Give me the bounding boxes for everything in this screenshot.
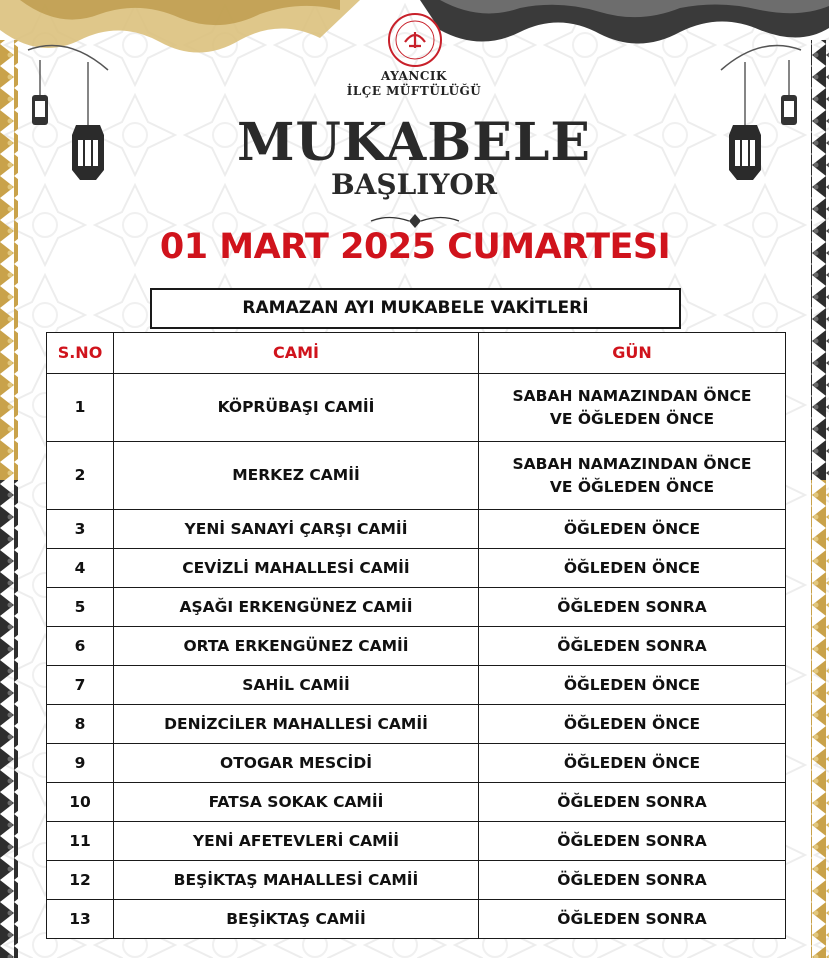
time-cell: ÖĞLEDEN ÖNCE [479, 510, 786, 549]
table-row [47, 442, 786, 510]
time-cell: ÖĞLEDEN ÖNCE [479, 549, 786, 588]
table-title: RAMAZAN AYI MUKABELE VAKİTLERİ [150, 288, 681, 329]
mosque-name: DENİZCİLER MAHALLESİ CAMİİ [114, 705, 479, 744]
row-number: 13 [47, 900, 114, 939]
table-row [47, 783, 786, 822]
diyanet-logo-icon [387, 12, 443, 68]
mosque-name: YENİ SANAYİ ÇARŞI CAMİİ [114, 510, 479, 549]
column-header-gun: GÜN [479, 333, 786, 374]
page-title: MUKABELE [236, 112, 592, 173]
lantern-icon [18, 40, 118, 190]
time-cell: ÖĞLEDEN SONRA [479, 783, 786, 822]
table-row [47, 510, 786, 549]
time-line: SABAH NAMAZINDAN ÖNCE [512, 455, 752, 474]
time-cell: ÖĞLEDEN SONRA [479, 900, 786, 939]
table-row [47, 705, 786, 744]
mosque-name: ORTA ERKENGÜNEZ CAMİİ [114, 627, 479, 666]
time-cell: ÖĞLEDEN ÖNCE [479, 705, 786, 744]
column-header-no: S.NO [47, 333, 114, 374]
mosque-name: BEŞİKTAŞ CAMİİ [114, 900, 479, 939]
column-header-cami: CAMİ [114, 333, 479, 374]
time-cell: ÖĞLEDEN SONRA [479, 588, 786, 627]
mosque-name: KÖPRÜBAŞI CAMİİ [114, 374, 479, 442]
mosque-name: FATSA SOKAK CAMİİ [114, 783, 479, 822]
time-line: VE ÖĞLEDEN ÖNCE [549, 477, 715, 496]
lantern-icon [711, 40, 811, 190]
time-cell: ÖĞLEDEN SONRA [479, 861, 786, 900]
table-row [47, 666, 786, 705]
row-number: 4 [47, 549, 114, 588]
table-row [47, 588, 786, 627]
row-number: 10 [47, 783, 114, 822]
time-cell: ÖĞLEDEN ÖNCE [479, 666, 786, 705]
row-number: 5 [47, 588, 114, 627]
table-row [47, 822, 786, 861]
time-cell [479, 442, 786, 510]
time-line: SABAH NAMAZINDAN ÖNCE [512, 387, 752, 406]
mosque-name: OTOGAR MESCİDİ [114, 744, 479, 783]
org-name-line1: AYANCIK [381, 69, 447, 83]
mosque-name: BEŞİKTAŞ MAHALLESİ CAMİİ [114, 861, 479, 900]
page-subtitle: BAŞLIYOR [330, 168, 498, 201]
table-row [47, 861, 786, 900]
row-number: 11 [47, 822, 114, 861]
time-cell: ÖĞLEDEN SONRA [479, 627, 786, 666]
mosque-name: MERKEZ CAMİİ [114, 442, 479, 510]
header [0, 0, 829, 290]
row-number: 1 [47, 374, 114, 442]
event-date: 01 MART 2025 CUMARTESI [159, 227, 671, 267]
row-number: 8 [47, 705, 114, 744]
mosque-name: YENİ AFETEVLERİ CAMİİ [114, 822, 479, 861]
table-row [47, 744, 786, 783]
table-row [47, 627, 786, 666]
time-line: VE ÖĞLEDEN ÖNCE [549, 409, 715, 428]
mosque-name: SAHİL CAMİİ [114, 666, 479, 705]
time-cell: ÖĞLEDEN SONRA [479, 822, 786, 861]
row-number: 2 [47, 442, 114, 510]
schedule-table [46, 332, 786, 939]
row-number: 6 [47, 627, 114, 666]
mosque-name: CEVİZLİ MAHALLESİ CAMİİ [114, 549, 479, 588]
row-number: 7 [47, 666, 114, 705]
row-number: 3 [47, 510, 114, 549]
table-row [47, 900, 786, 939]
org-name-line2: İLÇE MÜFTÜLÜĞÜ [346, 84, 482, 98]
time-cell [479, 374, 786, 442]
table-row [47, 374, 786, 442]
table-row [47, 549, 786, 588]
row-number: 9 [47, 744, 114, 783]
mosque-name: AŞAĞI ERKENGÜNEZ CAMİİ [114, 588, 479, 627]
row-number: 12 [47, 861, 114, 900]
table-header-row [47, 333, 786, 374]
time-cell: ÖĞLEDEN ÖNCE [479, 744, 786, 783]
